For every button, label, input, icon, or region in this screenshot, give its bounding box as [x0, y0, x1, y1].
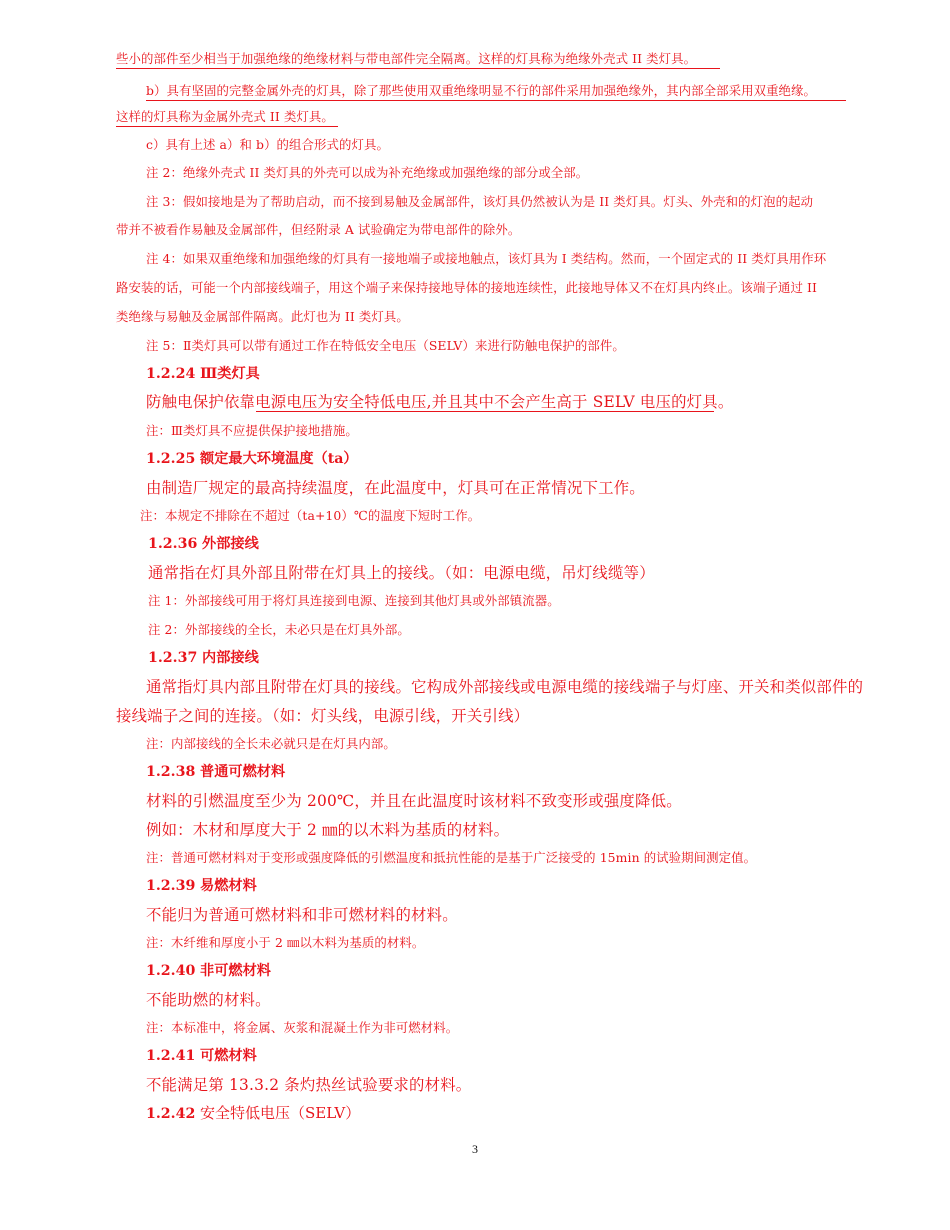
body-line: 材料的引燃温度至少为 200℃，并且在此温度时该材料不致变形或强度降低。 — [146, 792, 682, 810]
page-number: 3 — [472, 1142, 478, 1156]
section-number: 1.2.39 — [146, 878, 196, 894]
underline-rule — [146, 100, 846, 101]
note-line: 注：内部接线的全长未必就只是在灯具内部。 — [146, 736, 396, 751]
body-line: 接线端子之间的连接。（如：灯头线，电源引线，开关引线） — [116, 707, 530, 725]
note-line: 注 1：外部接线可用于将灯具连接到电源、连接到其他灯具或外部镇流器。 — [148, 593, 560, 608]
text-line: c）具有上述 a）和 b）的组合形式的灯具。 — [146, 137, 389, 152]
section-heading — [148, 651, 259, 667]
section-heading — [146, 1049, 257, 1065]
body-line: 由制造厂规定的最高持续温度，在此温度中，灯具可在正常情况下工作。 — [146, 479, 645, 497]
section-title: 内部接线 — [202, 650, 259, 666]
section-heading — [146, 1105, 360, 1123]
note-line: 注：本标准中，将金属、灰浆和混凝土作为非可燃材料。 — [146, 1020, 459, 1035]
body-line: 不能归为普通可燃材料和非可燃材料的材料。 — [146, 906, 458, 924]
section-title: 易燃材料 — [200, 878, 257, 894]
note-line: 注：普通可燃材料对于变形或强度降低的引燃温度和抵抗性能的是基于广泛接受的 15min 的试验期间测定值。 — [146, 850, 757, 865]
section-title: 可燃材料 — [200, 1048, 257, 1064]
underline-rule — [256, 411, 714, 412]
body-line: 防触电保护依靠电源电压为安全特低电压,并且其中不会产生高于 SELV 电压的灯具。 — [146, 393, 734, 411]
note-line: 注：木纤维和厚度小于 2 ㎜以木料为基质的材料。 — [146, 935, 425, 950]
body-line: 通常指灯具内部且附带在灯具的接线。它构成外部接线或电源电缆的接线端子与灯座、开关和类似部件的 — [146, 678, 864, 696]
section-heading — [146, 964, 271, 980]
section-title: 安全特低电压（SELV） — [200, 1104, 361, 1122]
text-line: b）具有坚固的完整金属外壳的灯具，除了那些使用双重绝缘明显不行的部件采用加强绝缘外，其内部全部采用双重绝缘。 — [146, 83, 817, 98]
text-line: 些小的部件至少相当于加强绝缘的绝缘材料与带电部件完全隔离。这样的灯具称为绝缘外壳式 II 类灯具。 — [116, 51, 697, 66]
section-number: 1.2.38 — [146, 764, 196, 780]
note-line: 带并不被看作易触及金属部件，但经附录 A 试验确定为带电部件的除外。 — [116, 222, 521, 237]
note-line: 注 3：假如接地是为了帮助启动，而不接到易触及金属部件，该灯具仍然被认为是 II 类灯具。灯头、外壳和的灯泡的起动 — [146, 194, 814, 209]
note-line: 注：Ⅲ类灯具不应提供保护接地措施。 — [146, 423, 358, 438]
section-number: 1.2.36 — [148, 536, 198, 552]
note-line: 注 5：Ⅱ类灯具可以带有通过工作在特低安全电压（SELV）来进行防触电保护的部件。 — [146, 338, 625, 353]
section-number: 1.2.41 — [146, 1048, 196, 1064]
underline-rule — [116, 126, 338, 127]
section-heading — [146, 452, 358, 468]
section-number: 1.2.24 — [146, 366, 196, 382]
section-title: 普通可燃材料 — [200, 764, 286, 780]
section-heading — [148, 537, 259, 553]
note-line: 类绝缘与易触及金属部件隔离。此灯也为 II 类灯具。 — [116, 309, 409, 324]
section-title: 额定最大环境温度（ta） — [200, 451, 358, 467]
body-line: 不能满足第 13.3.2 条灼热丝试验要求的材料。 — [146, 1076, 472, 1094]
section-number: 1.2.42 — [146, 1106, 196, 1122]
section-title: 非可燃材料 — [200, 963, 271, 979]
section-heading — [146, 367, 260, 383]
note-line: 注 2：外部接线的全长，未必只是在灯具外部。 — [148, 622, 410, 637]
note-line: 路安装的话，可能一个内部接线端子，用这个端子来保持接地导体的接地连续性，此接地导体又不在灯具内终止。该端子通过 II — [116, 280, 818, 295]
underline-rule — [116, 68, 720, 69]
note-line: 注：本规定不排除在不超过（ta+10）℃的温度下短时工作。 — [140, 508, 481, 523]
section-number: 1.2.37 — [148, 650, 198, 666]
body-line: 通常指在灯具外部且附带在灯具上的接线。（如：电源电缆，吊灯线缆等） — [148, 564, 655, 582]
text-line: 这样的灯具称为金属外壳式 II 类灯具。 — [116, 109, 334, 124]
note-line: 注 2：绝缘外壳式 II 类灯具的外壳可以成为补充绝缘或加强绝缘的部分或全部。 — [146, 165, 589, 180]
section-heading — [146, 765, 285, 781]
section-number: 1.2.25 — [146, 451, 196, 467]
section-title: 外部接线 — [202, 536, 259, 552]
note-line: 注 4：如果双重绝缘和加强绝缘的灯具有一接地端子或接地触点，该灯具为 I 类结构。然而，一个固定式的 II 类灯具用作环 — [146, 251, 827, 266]
body-line: 不能助燃的材料。 — [146, 991, 271, 1009]
section-number: 1.2.40 — [146, 963, 196, 979]
body-line: 例如：木材和厚度大于 2 ㎜的以木料为基质的材料。 — [146, 821, 510, 839]
section-heading — [146, 879, 257, 895]
section-title: Ⅲ类灯具 — [200, 366, 260, 382]
